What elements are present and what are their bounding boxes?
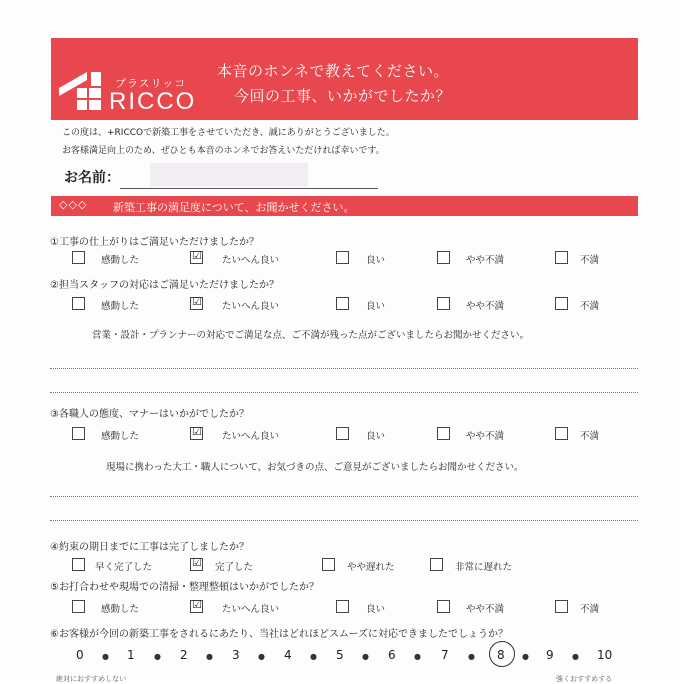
section-band [51,196,638,216]
scale-9[interactable]: 9 [546,648,554,662]
q5-option-2: 良い [366,604,386,615]
q2-comment-line-1[interactable] [50,368,638,369]
q3-checkbox-4[interactable] [555,427,568,440]
q2-checkbox-4[interactable] [555,297,568,310]
dot-icon: ● [522,652,529,661]
q3-option-3: やや不満 [466,431,505,442]
q2-comment-prompt: 営業・設計・プランナーの対応でご満足な点、ご不満が残った点がございましたらお聞かせください。 [92,330,530,341]
header-band [51,38,638,120]
q4-checkbox-2[interactable] [322,558,335,571]
q2-checkbox-0[interactable] [72,297,85,310]
intro-line-1: この度は、+RICCOで新築工事をさせていただき、誠にありがとうございました。 [62,128,395,138]
diamond-icons: ◇◇◇ [59,198,88,211]
q3-option-0: 感動した [101,431,140,442]
question-5: ⑤お打合わせや現場での清掃・整理整頓はいかがでしたか？ [50,582,319,593]
dot-icon: ● [572,652,579,661]
q2-option-0: 感動した [101,301,140,312]
name-redaction [150,163,308,187]
name-field[interactable] [120,188,378,189]
q5-option-3: やや不満 [466,604,505,615]
q3-option-4: 不満 [580,431,600,442]
q2-checkbox-1[interactable] [190,297,203,310]
scale-3[interactable]: 3 [232,648,240,662]
q3-comment-prompt: 現場に携わった大工・職人について、お気づきの点、ご意見がございましたらお聞かせください。 [106,462,524,473]
scale-4[interactable]: 4 [284,648,292,662]
q4-checkbox-0[interactable] [72,558,85,571]
q1-option-3: やや不満 [466,255,505,266]
q5-checkbox-3[interactable] [437,600,450,613]
brand-kana: プラスリッコ [115,77,187,90]
dot-icon: ● [258,652,265,661]
dot-icon: ● [102,652,109,661]
q2-checkbox-3[interactable] [437,297,450,310]
dot-icon: ● [414,652,421,661]
house-logo-icon [59,72,105,112]
question-4: ④約束の期日までに工事は完了しましたか？ [50,542,249,553]
scale-8[interactable]: 8 [497,648,505,662]
scale-6[interactable]: 6 [388,648,396,662]
q3-checkbox-1[interactable] [190,427,203,440]
dot-icon: ● [362,652,369,661]
brand-name: RICCO [109,88,197,115]
q2-option-3: やや不満 [466,301,505,312]
q2-comment-line-2[interactable] [50,392,638,393]
q1-checkbox-4[interactable] [555,251,568,264]
scale-note-right: 強くおすすめする [556,675,613,683]
q1-checkbox-3[interactable] [437,251,450,264]
q1-checkbox-2[interactable] [336,251,349,264]
check-mark-icon: ☑ [192,425,202,438]
dot-icon: ● [468,652,475,661]
scale-2[interactable]: 2 [180,648,188,662]
q4-option-2: やや遅れた [347,562,395,573]
section-title: 新築工事の満足度について、お聞かせください。 [113,201,355,214]
q4-option-3: 非常に遅れた [455,562,513,573]
q5-checkbox-1[interactable] [190,600,203,613]
q1-option-0: 感動した [101,255,140,266]
q5-option-0: 感動した [101,604,140,615]
q1-option-2: 良い [366,255,386,266]
scale-7[interactable]: 7 [441,648,449,662]
name-label: お名前： [64,170,120,186]
scale-10[interactable]: 10 [597,648,613,662]
q4-option-1: 完了した [215,562,254,573]
dot-icon: ● [206,652,213,661]
q1-option-1: たいへん良い [222,255,280,266]
question-6: ⑥お客様が今回の新築工事をされるにあたり、当社はどれほどスムーズに対応できましたでしょうか？ [50,629,508,640]
intro-line-2: お客様満足向上のため、ぜひとも本音のホンネでお答えいただければ幸いです。 [62,146,385,156]
scale-1[interactable]: 1 [127,648,135,662]
headline-1: 本音のホンネで教えてください。 [217,62,450,80]
headline-2: 今回の工事、いかがでしたか？ [234,87,452,105]
dot-icon: ● [310,652,317,661]
check-mark-icon: ☑ [192,295,202,308]
q5-option-1: たいへん良い [222,604,280,615]
q3-comment-line-2[interactable] [50,520,638,521]
q4-option-0: 早く完了した [95,562,153,573]
dot-icon: ● [154,652,161,661]
q5-option-4: 不満 [580,604,600,615]
q1-checkbox-1[interactable] [190,251,203,264]
q1-checkbox-0[interactable] [72,251,85,264]
q2-option-4: 不満 [580,301,600,312]
q3-checkbox-3[interactable] [437,427,450,440]
check-mark-icon: ☑ [192,556,202,569]
question-2: ②担当スタッフの対応はご満足いただけましたか？ [50,280,279,291]
question-1: ①工事の仕上がりはご満足いただけましたか？ [50,237,259,248]
q2-option-1: たいへん良い [222,301,280,312]
scale-5[interactable]: 5 [336,648,344,662]
q5-checkbox-0[interactable] [72,600,85,613]
scale-0[interactable]: 0 [76,648,84,662]
q2-checkbox-2[interactable] [336,297,349,310]
q3-checkbox-0[interactable] [72,427,85,440]
q3-option-1: たいへん良い [222,431,280,442]
q5-checkbox-4[interactable] [555,600,568,613]
scale-note-left: 絶対におすすめしない [56,675,127,683]
q5-checkbox-2[interactable] [336,600,349,613]
question-3: ③各職人の態度、マナーはいかがでしたか？ [50,409,249,420]
check-mark-icon: ☑ [192,598,202,611]
q3-checkbox-2[interactable] [336,427,349,440]
check-mark-icon: ☑ [192,249,202,262]
q3-comment-line-1[interactable] [50,496,638,497]
q4-checkbox-1[interactable] [190,558,203,571]
q2-option-2: 良い [366,301,386,312]
q3-option-2: 良い [366,431,386,442]
q1-option-4: 不満 [580,255,600,266]
q4-checkbox-3[interactable] [430,558,443,571]
